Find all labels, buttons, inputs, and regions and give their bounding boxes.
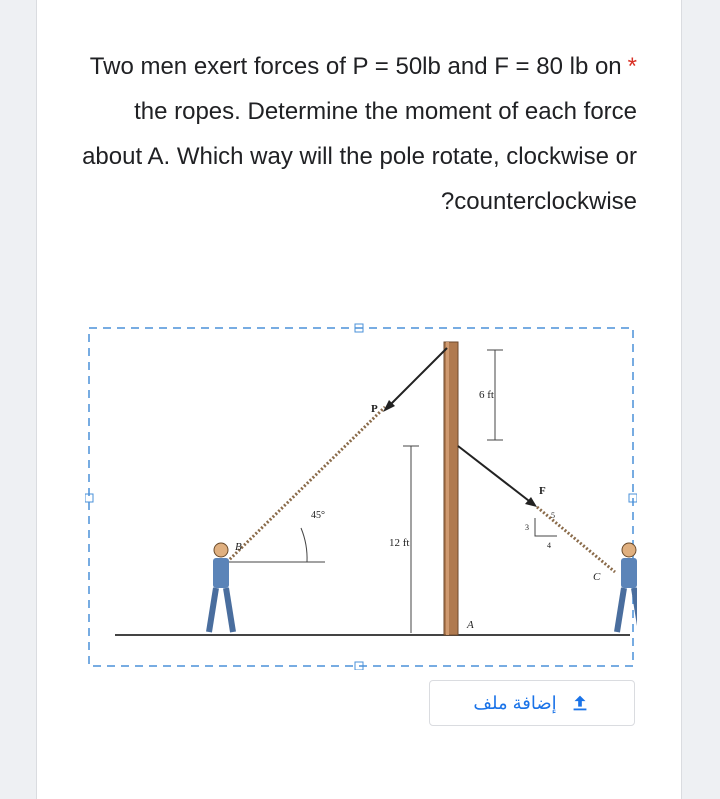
required-asterisk: * <box>627 53 637 80</box>
label-c: C <box>593 571 601 583</box>
question-text: Two men exert forces of P = 50lb and F = 80 lb on the ropes. Determine the moment of each force about A. Which way will the pole rotate, clockwise or ?counterclockwise <box>82 53 637 215</box>
add-file-label: إضافة ملف <box>473 692 557 713</box>
man-left <box>209 543 233 632</box>
label-angle: 45° <box>311 510 325 521</box>
rope-f <box>537 507 615 572</box>
image-dashed-border <box>89 328 633 666</box>
label-slope-5: 5 <box>551 511 555 520</box>
question-card <box>36 0 682 799</box>
man-right <box>617 543 637 632</box>
label-a: A <box>467 619 474 631</box>
label-6ft: 6 ft <box>479 389 494 401</box>
force-f-arrow <box>458 446 533 504</box>
question-title <box>77 44 637 224</box>
label-p: P <box>371 403 378 415</box>
label-f: F <box>539 485 546 497</box>
label-slope-4: 4 <box>547 541 551 550</box>
label-12ft: 12 ft <box>389 537 410 549</box>
upload-icon <box>569 692 591 714</box>
rope-p <box>227 407 385 562</box>
question-image <box>85 322 637 670</box>
label-b: B <box>235 541 242 553</box>
angle-arc <box>301 528 307 562</box>
add-file-button[interactable] <box>429 680 635 726</box>
label-slope-3: 3 <box>525 523 529 532</box>
force-p-arrow <box>387 348 447 408</box>
